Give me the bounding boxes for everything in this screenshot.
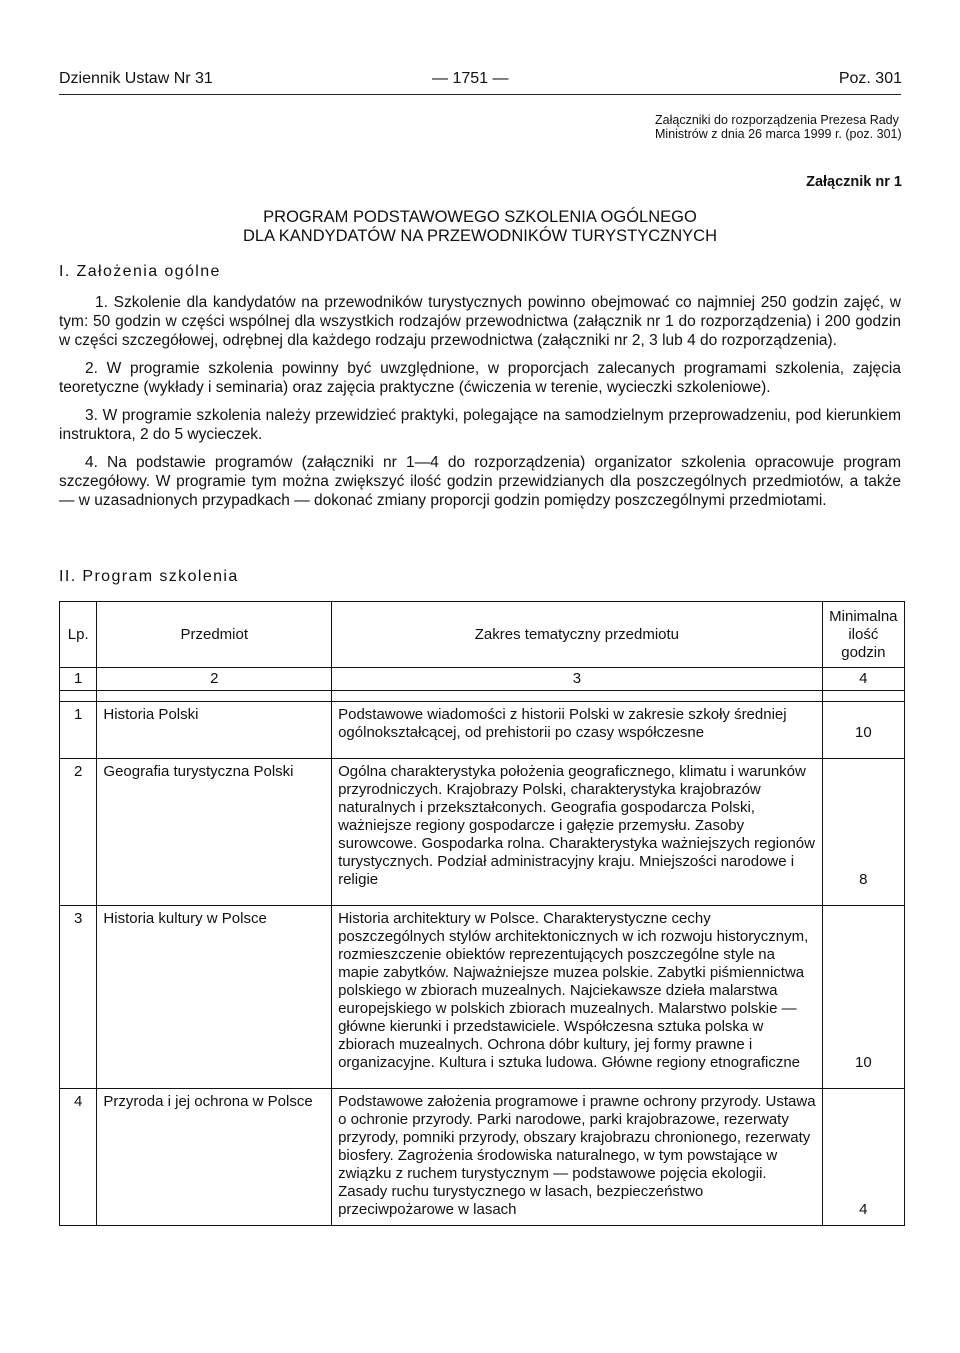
annex-label: Załącznik nr 1 [806, 174, 902, 190]
header-subject: Przedmiot [97, 602, 332, 668]
title-line-1: PROGRAM PODSTAWOWEGO SZKOLENIA OGÓLNEGO [263, 208, 697, 226]
paragraph-1: 1. Szkolenie dla kandydatów na przewodników turystycznych powinno obejmować co najmniej 250 godzin zajęć, w tym: 50 godzin w części wspólnej dla wszystkich rodzajów przewodnictwa (załącznik nr 1 do rozporządzenia) i 200 godzin w części szczegółowej, odrębnej dla każdego rodzaju przewodnictwa (załączniki nr 2, 3 lub 4 do rozporządzenia). [59, 294, 901, 349]
row-scope: Ogólna charakterystyka położenia geograficznego, klimatu i warunków przyrodniczych. Krajobrazy Polski, charakterystyka krajobrazów naturalnych i przekształconych. Geografia gospodarcza Polski, ważniejsze regiony gospodarcze i gałęzie przemysłu. Zasoby surowcowe. Gospodarka rolna. Charakterystyka ważniejszych regionów turystycznych. Podział administracyjny kraju. Mniejszości narodowe i religie [332, 759, 823, 896]
paragraph-3: 3. W programie szkolenia należy przewidzieć praktyki, polegające na samodzielnym przeprowadzeniu, pod kierunkiem instruktora, 2 do 5 wycieczek. [59, 407, 901, 443]
table-row [60, 906, 905, 1079]
row-subject: Geografia turystyczna Polski [97, 759, 332, 896]
program-table [59, 601, 905, 1226]
row-lp: 3 [60, 906, 97, 1079]
annex-note: Załączniki do rozporządzenia Prezesa Rady Ministrów z dnia 26 marca 1999 r. (poz. 301) [655, 113, 902, 141]
row-subject: Przyroda i jej ochrona w Polsce [97, 1089, 332, 1226]
row-scope: Historia architektury w Polsce. Charakterystyczne cechy poszczególnych stylów architektonicznych w ich rozwoju historycznym, rozmieszczenie obiektów reprezentujących poszczególne style na mapie zabytków. Najważniejsze muzea polskie. Zabytki piśmiennictwa polskiego w zbiorach muzealnych. Najciekawsze dzieła malarstwa europejskiego w polskich zbiorach muzealnych. Malarstwo polskie — główne kierunki i przedstawiciele. Współczesna sztuka polska w zbiorach muzealnych. Ochrona dóbr kultury, jej formy prawne i organizacyjne. Kultura i sztuka ludowa. Główne regiony etnograficzne [332, 906, 823, 1079]
col-number-3: 3 [332, 668, 823, 691]
row-hours: 8 [822, 759, 904, 896]
row-scope: Podstawowe założenia programowe i prawne ochrony przyrody. Ustawa o ochronie przyrody. Parki narodowe, parki krajobrazowe, rezerwaty przyrody, pomniki przyrody, obszary krajobrazu chronionego, rezerwaty biosfery. Zagrożenia środowiska naturalnego, w tym powstające w związku z ruchem turystycznym — podstawowe pojęcia ekologii. Zasady ruchu turystycznego w lasach, bezpieczeństwo przeciwpożarowe w lasach [332, 1089, 823, 1226]
header-hours: Minimalna ilość godzin [822, 602, 904, 668]
journal-name: Dziennik Ustaw Nr 31 [59, 70, 213, 87]
row-lp: 2 [60, 759, 97, 896]
title-line-2: DLA KANDYDATÓW NA PRZEWODNIKÓW TURYSTYCZNYCH [243, 227, 717, 245]
paragraph-4: 4. Na podstawie programów (załączniki nr 1—4 do rozporządzenia) organizator szkolenia opracowuje program szczegółowy. W programie tym można zwiększyć ilość godzin przewidzianych dla poszczególnych przedmiotów, a także — w uzasadnionych przypadkach — dokonać zmiany proporcji godzin pomiędzy poszczególnymi przedmiotami. [59, 454, 901, 509]
table-row [60, 759, 905, 896]
section-heading-2: II. Program szkolenia [59, 568, 239, 585]
page-number: — 1751 — [432, 70, 509, 87]
table-row [60, 1089, 905, 1226]
row-scope: Podstawowe wiadomości z historii Polski w zakresie szkoły średniej ogólnokształcącej, od prehistorii po czasy współczesne [332, 702, 823, 749]
table-row [60, 702, 905, 749]
row-lp: 1 [60, 702, 97, 749]
header-lp: Lp. [60, 602, 97, 668]
body-text [59, 293, 901, 519]
col-number-2: 2 [97, 668, 332, 691]
document-title [0, 208, 960, 246]
row-hours: 10 [822, 702, 904, 749]
position-number: Poz. 301 [838, 70, 902, 87]
header-rule [59, 94, 901, 95]
row-subject: Historia Polski [97, 702, 332, 749]
row-hours: 4 [822, 1089, 904, 1226]
col-number-1: 1 [60, 668, 97, 691]
row-subject: Historia kultury w Polsce [97, 906, 332, 1079]
section-heading-1: I. Założenia ogólne [59, 263, 221, 280]
col-number-4: 4 [822, 668, 904, 691]
row-hours: 10 [822, 906, 904, 1079]
row-lp: 4 [60, 1089, 97, 1226]
header-scope: Zakres tematyczny przedmiotu [332, 602, 823, 668]
paragraph-2: 2. W programie szkolenia powinny być uwzględnione, w proporcjach zalecanych programami szkolenia, zajęcia teoretyczne (wykłady i seminaria) oraz zajęcia praktyczne (ćwiczenia w terenie, wycieczki szkoleniowe). [59, 360, 901, 396]
